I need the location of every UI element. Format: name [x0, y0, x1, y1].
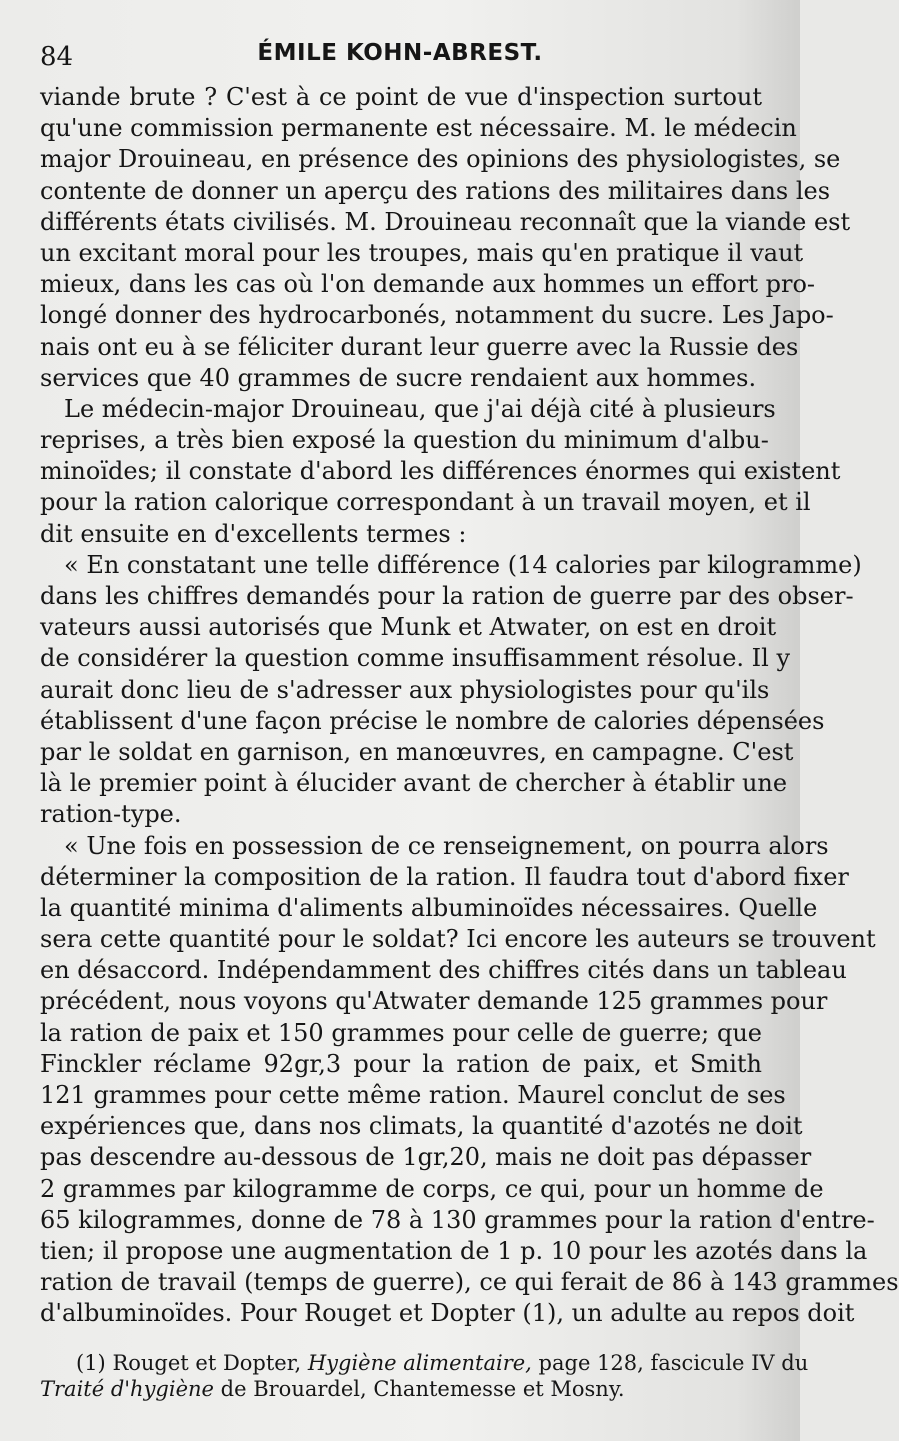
- text-line: par le soldat en garnison, en manœuvres, en campagne. C'est: [40, 737, 794, 766]
- text-line: minoïdes; il constate d'abord les différences énormes qui existent: [40, 457, 841, 486]
- text-line: déterminer la composition de la ration. Il faudra tout d'abord fixer: [40, 862, 849, 891]
- text-line: pas descendre au-dessous de 1gr,20, mais ne doit pas dépasser: [40, 1143, 812, 1172]
- paragraph-start: « Une fois en possession de ce renseignement, on pourra alors: [64, 831, 829, 860]
- text-line: expériences que, dans nos climats, la quantité d'azotés ne doit: [40, 1112, 803, 1141]
- text-line: sera cette quantité pour le soldat? Ici encore les auteurs se trouvent: [40, 925, 876, 954]
- text-line: un excitant moral pour les troupes, mais qu'en pratique il vaut: [40, 238, 804, 267]
- text-line: dit ensuite en d'excellents termes :: [40, 519, 467, 548]
- text-line: 65 kilogrammes, donne de 78 à 130 grammes pour la ration d'entre-: [40, 1205, 875, 1234]
- text-line: nais ont eu à se féliciter durant leur guerre avec la Russie des: [40, 332, 799, 361]
- footnote-detail: de Brouardel, Chantemesse et Mosny.: [220, 1377, 625, 1401]
- footnote-series-title: Traité d'hygiène: [40, 1377, 214, 1401]
- body-text: [40, 82, 899, 1330]
- text-line: d'albuminoïdes. Pour Rouget et Dopter (1), un adulte au repos doit: [40, 1299, 855, 1328]
- text-line: établissent d'une façon précise le nombre de calories dépensées: [40, 706, 825, 735]
- text-line: longé donner des hydrocarbonés, notamment du sucre. Les Japo-: [40, 301, 834, 330]
- text-line: là le premier point à élucider avant de chercher à établir une: [40, 769, 788, 798]
- text-line: qu'une commission permanente est nécessaire. M. le médecin: [40, 114, 797, 143]
- text-line: viande brute ? C'est à ce point de vue d'inspection surtout: [40, 83, 762, 111]
- paragraph-start: Le médecin-major Drouineau, que j'ai déjà cité à plusieurs: [64, 394, 776, 423]
- text-line: en désaccord. Indépendamment des chiffres cités dans un tableau: [40, 956, 847, 985]
- footnote-line: [40, 1376, 775, 1402]
- text-line: la ration de paix et 150 grammes pour celle de guerre; que: [40, 1018, 762, 1047]
- text-line: la quantité minima d'aliments albuminoïdes nécessaires. Quelle: [40, 893, 818, 922]
- text-line: de considérer la question comme insuffisamment résolue. Il y: [40, 644, 791, 673]
- text-line: major Drouineau, en présence des opinions des physiologistes, se: [40, 145, 841, 174]
- text-line: différents états civilisés. M. Drouineau reconnaît que la viande est: [40, 207, 851, 236]
- text-line: dans les chiffres demandés pour la ration de guerre par des obser-: [40, 582, 854, 610]
- text-line: Finckler réclame 92gr,3 pour la ration de paix, et Smith: [40, 1049, 762, 1078]
- text-line: 2 grammes par kilogramme de corps, ce qui, pour un homme de: [40, 1174, 824, 1203]
- text-line: services que 40 grammes de sucre rendaient aux hommes.: [40, 363, 757, 392]
- page-number: 84: [40, 42, 74, 72]
- text-line: vateurs aussi autorisés que Munk et Atwater, on est en droit: [40, 613, 777, 642]
- text-line: pour la ration calorique correspondant à un travail moyen, et il: [40, 488, 811, 517]
- text-line: reprises, a très bien exposé la question du minimum d'albu-: [40, 426, 769, 455]
- footnote: [40, 1350, 809, 1402]
- footnote-marker: (1): [76, 1351, 106, 1375]
- page-header: [40, 32, 760, 72]
- text-line: 121 grammes pour cette même ration. Maurel conclut de ses: [40, 1081, 786, 1109]
- paragraph-start: « En constatant une telle différence (14 calories par kilogramme): [64, 550, 862, 579]
- text-line: aurait donc lieu de s'adresser aux physiologistes pour qu'ils: [40, 675, 770, 704]
- text-line: mieux, dans les cas où l'on demande aux hommes un effort pro-: [40, 270, 815, 299]
- footnote-line: [40, 1350, 809, 1376]
- text-line: contente de donner un aperçu des rations des militaires dans les: [40, 176, 831, 205]
- text-line: précédent, nous voyons qu'Atwater demande 125 grammes pour: [40, 987, 828, 1016]
- footnote-title: Hygiène alimentaire,: [307, 1351, 532, 1375]
- text-line: ration-type.: [40, 800, 182, 829]
- running-title: ÉMILE KOHN-ABREST.: [257, 40, 543, 66]
- text-line: tien; il propose une augmentation de 1 p. 10 pour les azotés dans la: [40, 1236, 868, 1265]
- text-line: ration de travail (temps de guerre), ce qui ferait de 86 à 143 grammes: [40, 1268, 899, 1297]
- footnote-detail: page 128, fascicule IV du: [538, 1351, 809, 1375]
- footnote-authors: Rouget et Dopter,: [112, 1351, 302, 1375]
